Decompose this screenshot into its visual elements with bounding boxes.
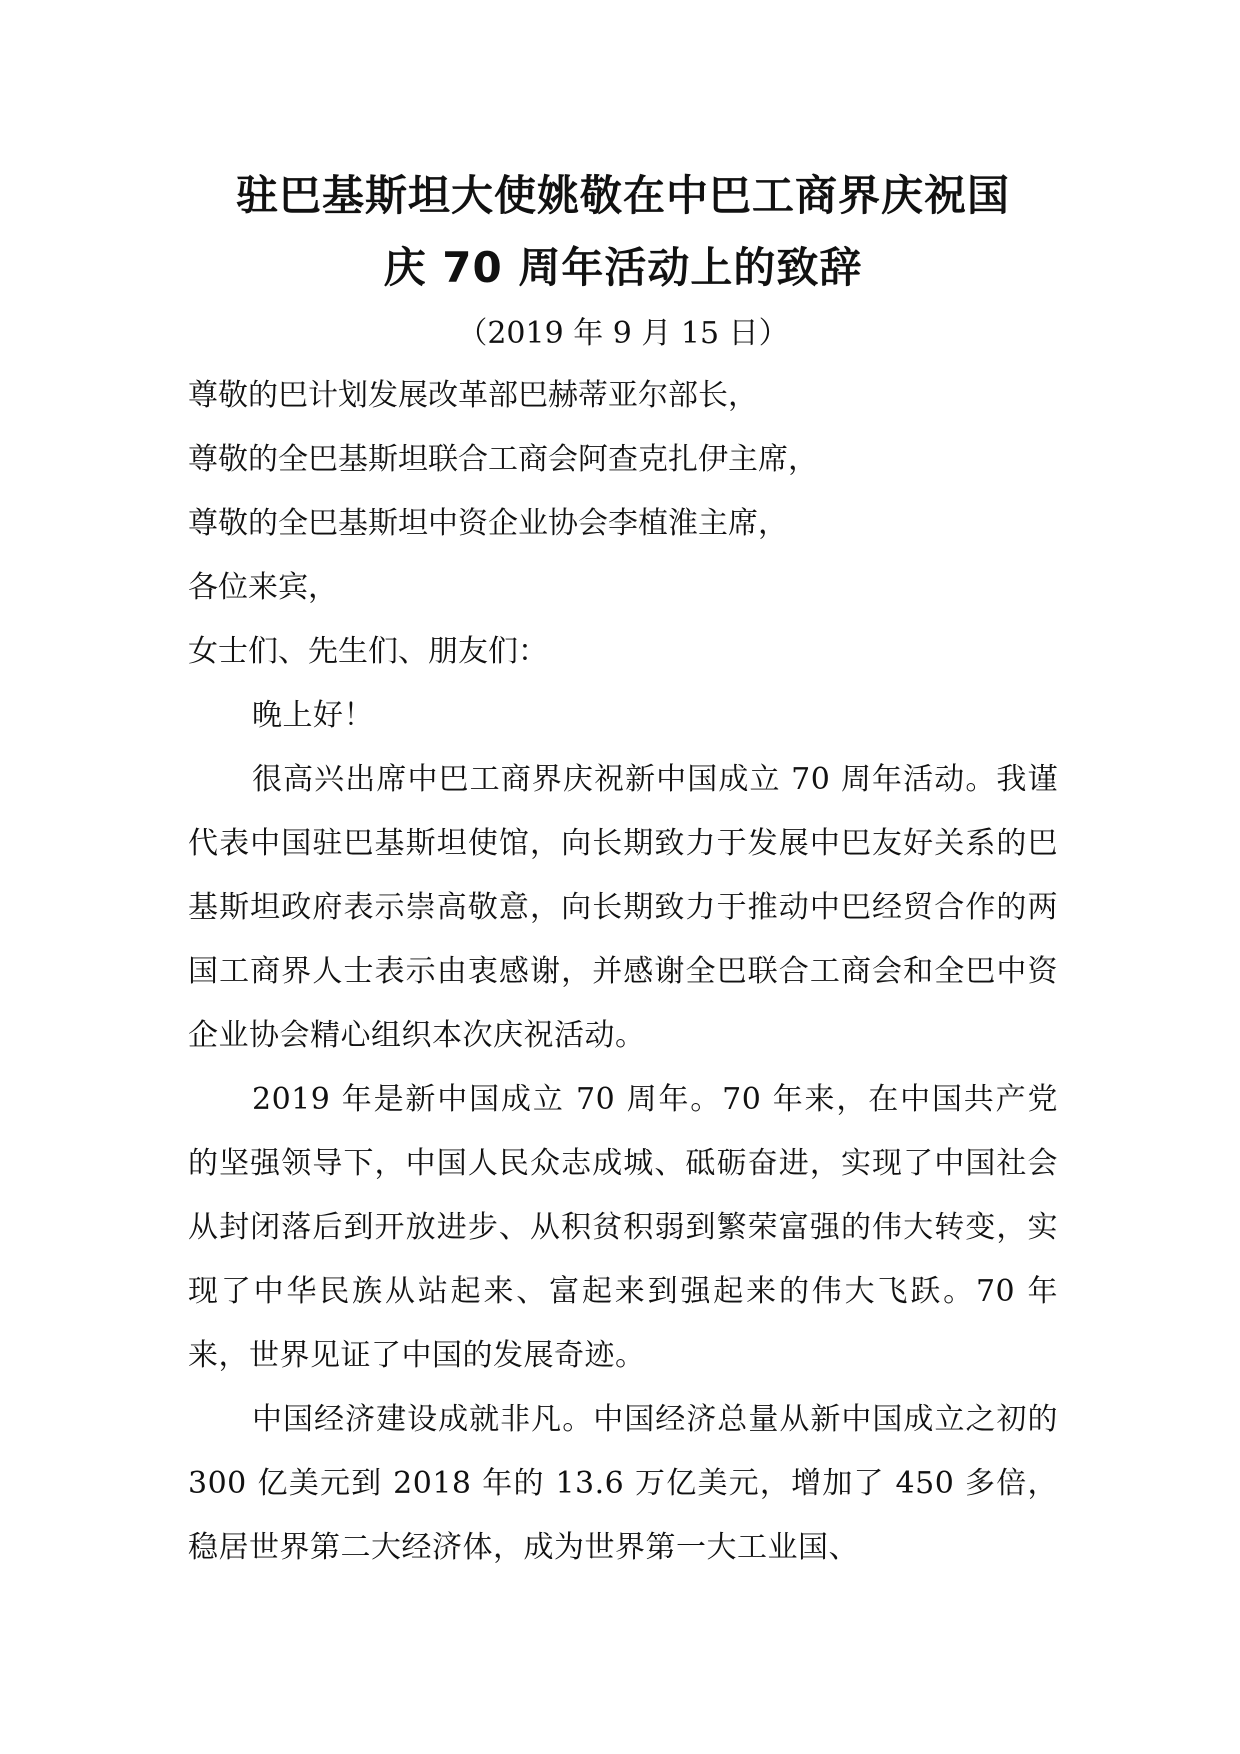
salutation-line: 尊敬的全巴基斯坦中资企业协会李植淮主席， <box>188 506 788 541</box>
title-line-1: 驻巴基斯坦大使姚敬在中巴工商界庆祝国 <box>235 171 1010 220</box>
body-paragraph: 2019 年是新中国成立 70 周年。70 年来，在中国共产党的坚强领导下，中国人民众志成城、砥砺奋进，实现了中国社会从封闭落后到开放进步、从积贫积弱到繁荣富强的伟大转变，实现了中华民族从站起来、富起来到强起来的伟大飞跃。70 年来，世界见证了中国的发展奇迹。 <box>188 1082 1058 1373</box>
title-line-2: 庆 70 周年活动上的致辞 <box>383 243 863 292</box>
salutation-line: 女士们、先生们、朋友们： <box>188 634 548 669</box>
document-date: （2019 年 9 月 15 日） <box>457 316 789 351</box>
salutation-line: 各位来宾， <box>188 570 338 605</box>
salutation-line: 尊敬的巴计划发展改革部巴赫蒂亚尔部长， <box>188 378 758 413</box>
greeting-paragraph: 晚上好！ <box>252 698 374 733</box>
document-title <box>188 160 1058 304</box>
salutation-list <box>188 364 1058 684</box>
salutation-line: 尊敬的全巴基斯坦联合工商会阿查克扎伊主席， <box>188 442 818 477</box>
body-paragraph: 很高兴出席中巴工商界庆祝新中国成立 70 周年活动。我谨代表中国驻巴基斯坦使馆，向长期致力于发展中巴友好关系的巴基斯坦政府表示崇高敬意，向长期致力于推动中巴经贸合作的两国工商界人士表示由衷感谢，并感谢全巴联合工商会和全巴中资企业协会精心组织本次庆祝活动。 <box>188 762 1058 1053</box>
body-paragraph: 中国经济建设成就非凡。中国经济总量从新中国成立之初的 300 亿美元到 2018 年的 13.6 万亿美元，增加了 450 多倍，稳居世界第二大经济体，成为世界第一大工业国、 <box>188 1402 1058 1565</box>
document-page <box>188 160 1058 1580</box>
